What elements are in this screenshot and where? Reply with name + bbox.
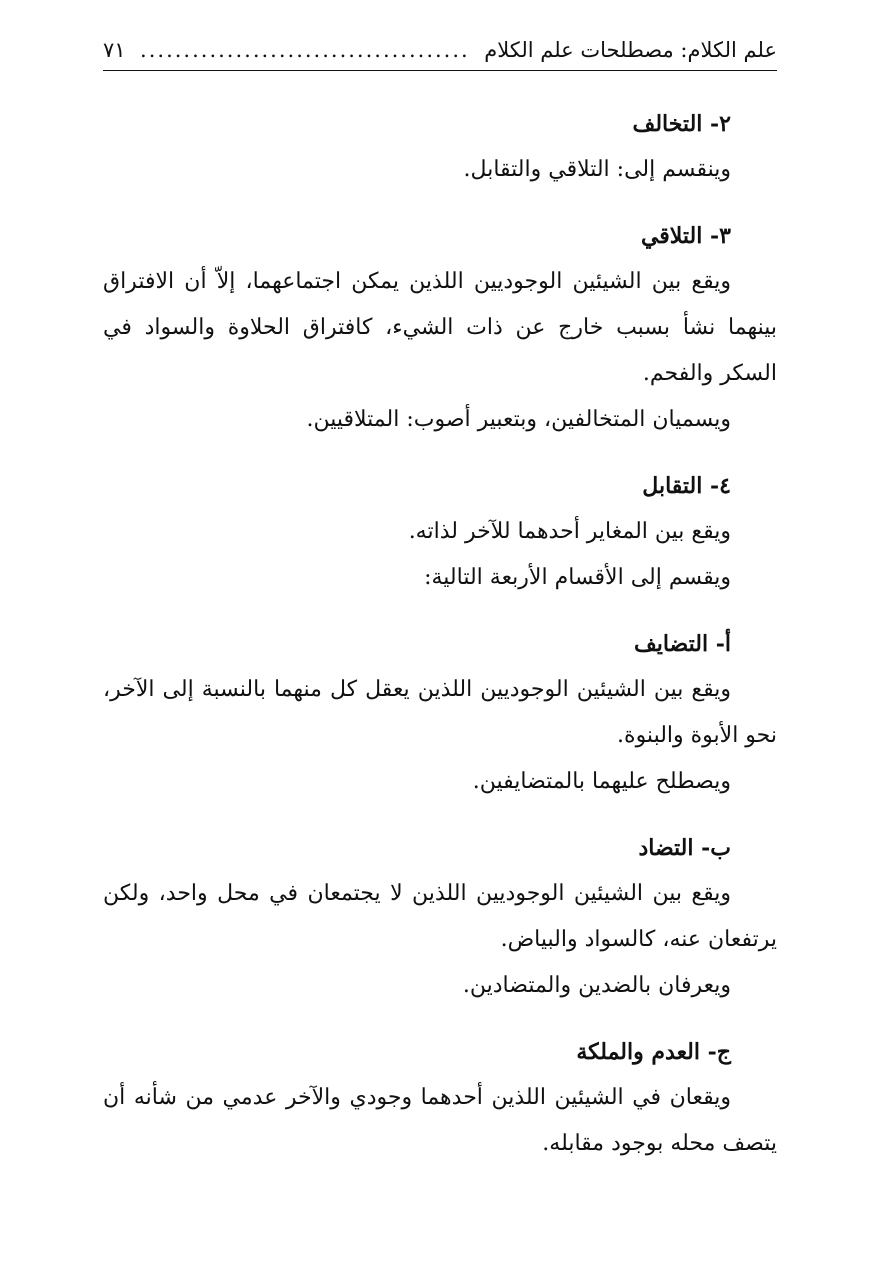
paragraph — [103, 1075, 777, 1167]
section-heading: ٢- التخالف — [632, 111, 731, 137]
paragraph: ويصطلح عليهما بالمتضايفين. — [472, 769, 731, 794]
header-title: علم الكلام: مصطلحات علم الكلام — [484, 38, 777, 62]
section-heading: أ- التضايف — [633, 631, 731, 657]
book-page — [103, 30, 777, 1187]
section-heading: ٣- التلاقي — [640, 223, 731, 249]
page-number: ٧١ — [103, 38, 126, 62]
section-talaqi — [103, 213, 777, 443]
section-takhaluf — [103, 101, 777, 193]
running-header — [103, 30, 777, 71]
section-adam-malaka — [103, 1029, 777, 1167]
paragraph — [103, 259, 777, 397]
paragraph: ويسميان المتخالفين، وبتعبير أصوب: المتلاقيين. — [306, 407, 731, 432]
paragraph: وينقسم إلى: التلاقي والتقابل. — [463, 157, 731, 182]
paragraph — [103, 667, 777, 759]
paragraph: ويقسم إلى الأقسام الأربعة التالية: — [424, 565, 731, 590]
section-heading: ٤- التقابل — [642, 473, 731, 499]
paragraph-text: ويقع بين الشيئين الوجوديين اللذين يعقل كل منهما بالنسبة إلى الآخر، نحو الأبوة والبنوة. — [103, 677, 777, 748]
section-heading: ب- التضاد — [638, 835, 731, 861]
paragraph: ويقع بين المغاير أحدهما للآخر لذاته. — [408, 519, 731, 544]
paragraph-text: ويقعان في الشيئين اللذين أحدهما وجودي والآخر عدمي من شأنه أن يتصف محله بوجود مقابله. — [103, 1085, 777, 1156]
section-tadad — [103, 825, 777, 1009]
section-tadayuf — [103, 621, 777, 805]
header-dot-leader: ...................................... — [140, 38, 470, 62]
paragraph-text: ويقع بين الشيئين الوجوديين اللذين لا يجتمعان في محل واحد، ولكن يرتفعان عنه، كالسواد والبياض. — [103, 881, 777, 952]
paragraph — [103, 871, 777, 963]
page-content — [103, 101, 777, 1167]
paragraph: ويعرفان بالضدين والمتضادين. — [462, 973, 731, 998]
section-taqabul — [103, 463, 777, 601]
section-heading: ج- العدم والملكة — [576, 1039, 731, 1065]
paragraph-text: ويقع بين الشيئين الوجوديين اللذين يمكن اجتماعهما، إلاّ أن الافتراق بينهما نشأ بسبب خارج عن ذات الشيء، كافتراق الحلاوة والسواد في السكر والفحم. — [103, 269, 777, 386]
